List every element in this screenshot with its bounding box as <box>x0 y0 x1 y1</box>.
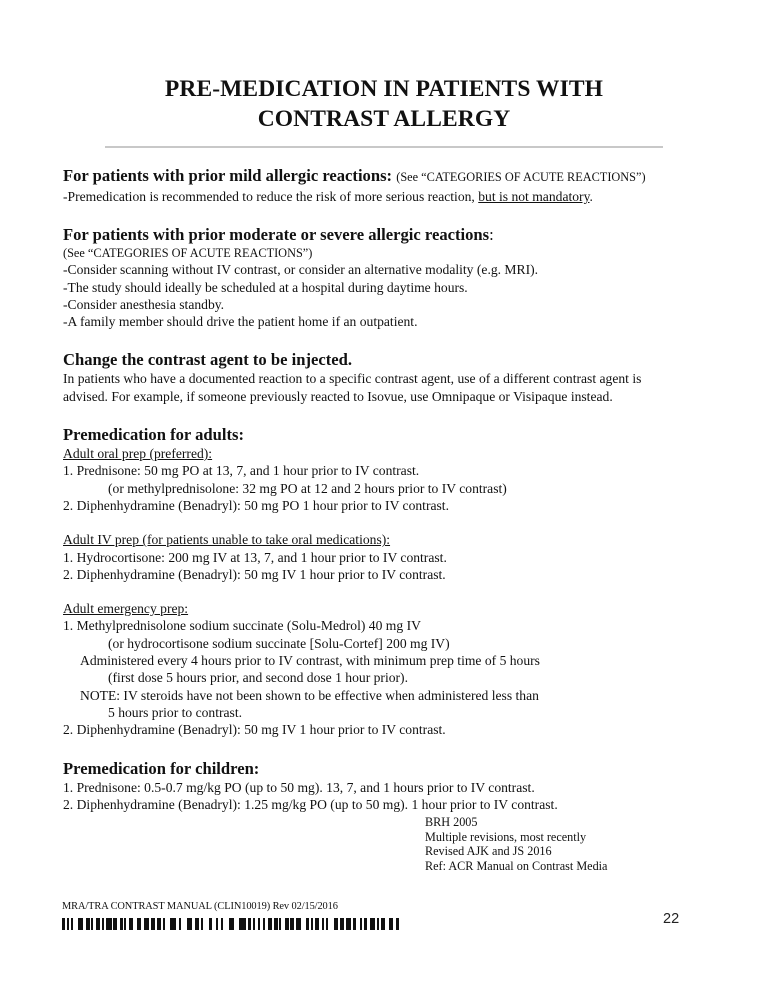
mild-recommendation <box>63 188 723 205</box>
emphasis-underlined: but is not mandatory <box>478 189 590 204</box>
page-number: 22 <box>663 911 680 927</box>
horizontal-divider <box>105 146 663 148</box>
schedule-detail: (first dose 5 hours prior, and second dose 1 hour prior). <box>108 670 408 686</box>
document-body <box>63 165 723 813</box>
adult-iv-prep <box>63 531 723 583</box>
footer-document-id: MRA/TRA CONTRAST MANUAL (CLIN10019) Rev 02/15/2016 <box>62 901 338 912</box>
list-item: 2. Diphenhydramine (Benadryl): 50 mg IV 1 hour prior to IV contrast. <box>63 722 446 738</box>
subsection-label: Adult IV prep (for patients unable to take oral medications): <box>63 532 391 548</box>
credit-line: Multiple revisions, most recently <box>425 829 587 844</box>
list-item: 2. Diphenhydramine (Benadryl): 1.25 mg/kg PO (up to 50 mg). 1 hour prior to IV contrast. <box>63 796 558 812</box>
section-change-contrast-agent <box>63 349 723 405</box>
schedule-text: Administered every 4 hours prior to IV contrast, with minimum prep time of 5 hours <box>80 653 540 669</box>
list-item: 1. Hydrocortisone: 200 mg IV at 13, 7, and 1 hour prior to IV contrast. <box>63 549 447 565</box>
recommendation-end: . <box>589 189 593 204</box>
list-item: -A family member should drive the patient home if an outpatient. <box>63 314 418 330</box>
subsection-label: Adult oral prep (preferred): <box>63 446 213 462</box>
barcode-icon <box>62 918 400 930</box>
revision-credits <box>425 815 607 873</box>
section-heading: Change the contrast agent to be injected. <box>63 350 352 370</box>
heading-colon: : <box>489 225 494 245</box>
recommendation-text: -Premedication is recommended to reduce the risk of more serious reaction, <box>63 189 479 204</box>
list-item: -The study should ideally be scheduled at a hospital during daytime hours. <box>63 279 468 295</box>
credit-line: Ref: ACR Manual on Contrast Media <box>425 858 608 873</box>
section-heading <box>63 165 723 188</box>
title-line-2: CONTRAST ALLERGY <box>257 106 511 132</box>
paragraph-line: advised. For example, if someone previously reacted to Isovue, use Omnipaque or Visipaque instead. <box>63 388 613 404</box>
cross-reference: (See “CATEGORIES OF ACUTE REACTIONS”) <box>63 246 313 261</box>
list-item-alternative: (or methylprednisolone: 32 mg PO at 12 and 2 hours prior to IV contrast) <box>108 480 507 496</box>
adult-emergency-prep <box>63 600 723 738</box>
section-heading <box>63 224 723 245</box>
adult-oral-prep <box>63 445 723 514</box>
list-item: 2. Diphenhydramine (Benadryl): 50 mg IV 1 hour prior to IV contrast. <box>63 566 446 582</box>
heading-text: For patients with prior moderate or severe allergic reactions <box>63 225 490 245</box>
heading-text: For patients with prior mild allergic reactions: <box>63 166 393 185</box>
page-title <box>0 74 768 134</box>
section-heading: Premedication for adults: <box>63 425 244 445</box>
section-premedication-children <box>63 758 723 814</box>
list-item: 1. Methylprednisolone sodium succinate (Solu-Medrol) 40 mg IV <box>63 618 421 634</box>
list-item: 1. Prednisone: 0.5-0.7 mg/kg PO (up to 50 mg). 13, 7, and 1 hours prior to IV contrast. <box>63 779 535 795</box>
section-heading: Premedication for children: <box>63 758 260 778</box>
list-item: 1. Prednisone: 50 mg PO at 13, 7, and 1 hour prior to IV contrast. <box>63 463 420 479</box>
title-line-1: PRE-MEDICATION IN PATIENTS WITH <box>164 76 604 102</box>
credit-line: Revised AJK and JS 2016 <box>425 844 552 859</box>
credit-line: BRH 2005 <box>425 815 478 829</box>
note-text: NOTE: IV steroids have not been shown to be effective when administered less than <box>80 687 539 703</box>
note-continuation: 5 hours prior to contrast. <box>108 704 243 720</box>
list-item: 2. Diphenhydramine (Benadryl): 50 mg PO 1 hour prior to IV contrast. <box>63 497 449 513</box>
list-item: -Consider scanning without IV contrast, or consider an alternative modality (e.g. MRI). <box>63 262 539 278</box>
paragraph-line: In patients who have a documented reaction to a specific contrast agent, use of a different contrast agent is <box>63 371 642 387</box>
cross-reference: (See “CATEGORIES OF ACUTE REACTIONS”) <box>396 170 646 184</box>
section-moderate-severe-reactions <box>63 224 723 330</box>
subsection-label: Adult emergency prep: <box>63 601 189 617</box>
section-mild-reactions <box>63 165 723 205</box>
list-item-alternative: (or hydrocortisone sodium succinate [Solu-Cortef] 200 mg IV) <box>108 635 450 651</box>
section-premedication-adults <box>63 424 723 738</box>
list-item: -Consider anesthesia standby. <box>63 296 225 312</box>
